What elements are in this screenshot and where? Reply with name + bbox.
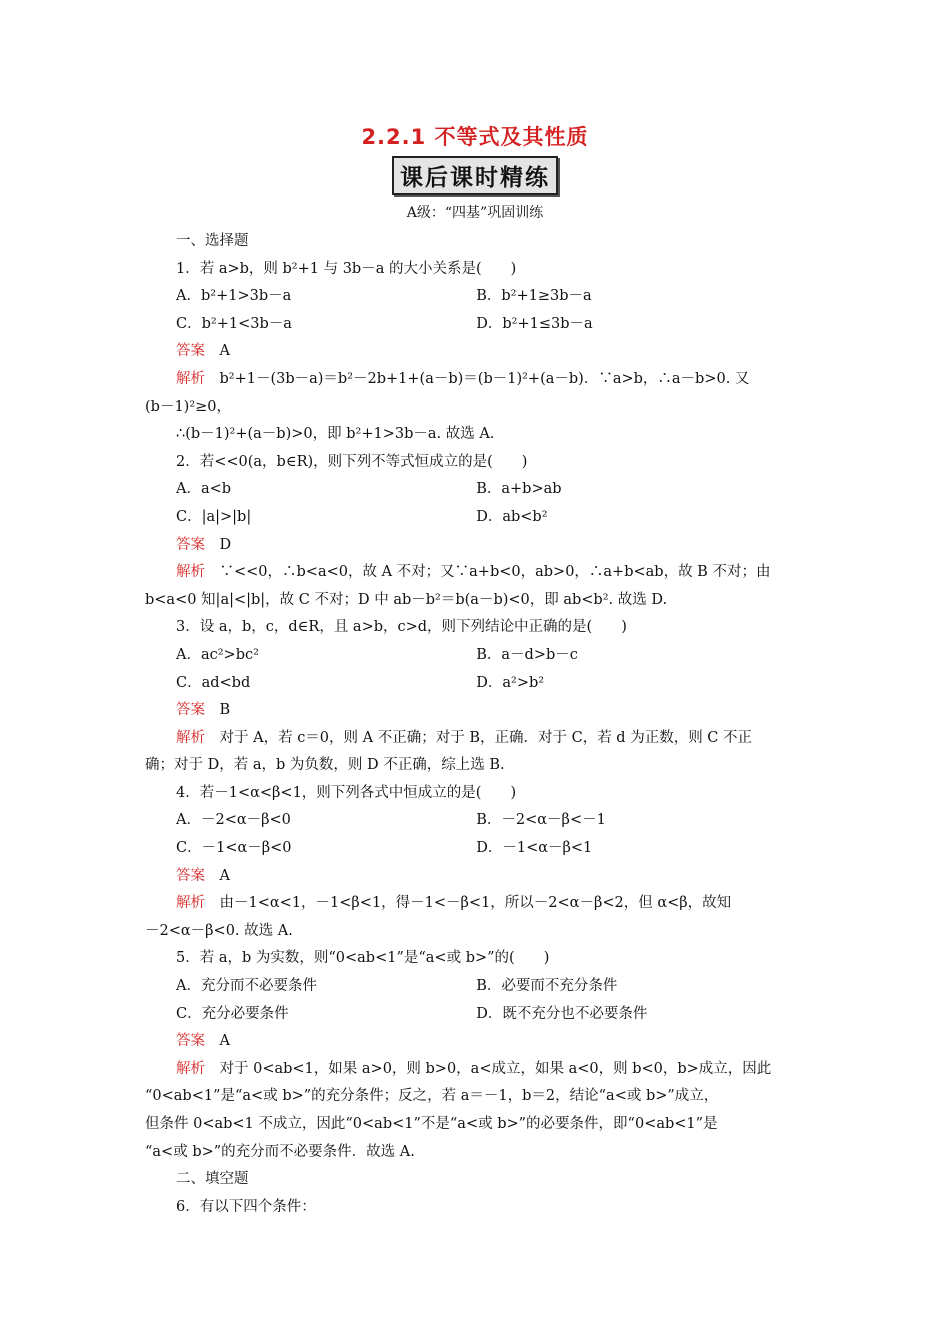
explanation-text: 但条件 0<ab<1 不成立，因此“0<ab<1”不是“a<或 b>”的必要条件，即“0<ab<1”是 bbox=[145, 1116, 718, 1132]
option: C．充分必要条件 bbox=[176, 1005, 289, 1022]
question-5-answer bbox=[145, 1028, 807, 1056]
answer-value: A bbox=[219, 867, 230, 884]
question-2-options-cd bbox=[145, 504, 807, 532]
question-5-stem: 5．若 a，b 为实数，则“0<ab<1”是“a<或 b>”的( ) bbox=[176, 950, 550, 967]
answer-value: A bbox=[219, 1033, 230, 1050]
option: B．必要而不充分条件 bbox=[476, 978, 618, 995]
question-3-answer bbox=[145, 697, 807, 725]
explanation-text: “0<ab<1”是“a<或 b>”的充分条件；反之，若 a＝－1，b＝2，结论“a<或 b>”成立， bbox=[145, 1088, 719, 1105]
question-4-explanation bbox=[145, 890, 807, 918]
level-heading: A级：“四基”巩固训练 bbox=[406, 205, 544, 221]
question-4-options-ab bbox=[145, 807, 807, 835]
option: D．a²>b² bbox=[476, 674, 545, 691]
option: C．b²+1<3b－a bbox=[176, 315, 292, 332]
answer-value: B bbox=[219, 702, 231, 719]
explanation-label: 解析 bbox=[176, 729, 205, 746]
question-3-options-ab bbox=[145, 642, 807, 670]
question-1-explanation bbox=[145, 366, 807, 394]
explanation-label: 解析 bbox=[176, 1060, 205, 1077]
exercise-content bbox=[145, 228, 807, 1221]
option: B．－2<α－β<－1 bbox=[476, 812, 606, 829]
section-banner: 课后课时精练 bbox=[392, 156, 558, 195]
question-2-explanation bbox=[145, 559, 807, 587]
question-5-explanation bbox=[145, 1056, 807, 1084]
option: A．b²+1>3b－a bbox=[176, 288, 292, 305]
explanation-text: 确；对于 D，若 a，b 为负数，则 D 不正确，综上选 B. bbox=[145, 757, 505, 774]
question-5-options-ab bbox=[145, 973, 807, 1001]
option: B．a－d>b－c bbox=[476, 646, 578, 663]
question-4-stem: 4．若－1<α<β<1，则下列各式中恒成立的是( ) bbox=[176, 784, 517, 801]
option: B．a+b>ab bbox=[476, 481, 562, 498]
explanation-text: b<a<0 知|a|<|b|，故 C 不对；D 中 ab－b²＝b(a－b)<0，即 ab<b². 故选 D. bbox=[145, 591, 668, 608]
question-1-options-cd bbox=[145, 311, 807, 339]
option: D．ab<b² bbox=[476, 508, 548, 525]
explanation-text: ∵<<0，∴b<a<0，故 A 不对；又∵a+b<0，ab>0，∴a+b<ab，故 B 不对；由 bbox=[219, 564, 771, 581]
question-3-stem: 3．设 a，b，c，d∈R，且 a>b，c>d，则下列结论中正确的是( ) bbox=[176, 619, 627, 636]
question-5-options-cd bbox=[145, 1001, 807, 1029]
explanation-label: 解析 bbox=[176, 564, 205, 581]
explanation-text: (b－1)²≥0， bbox=[145, 398, 232, 415]
section-heading-choice: 一、选择题 bbox=[176, 233, 249, 249]
answer-value: A bbox=[219, 343, 230, 360]
answer-value: D bbox=[219, 536, 232, 553]
question-2-answer bbox=[145, 532, 807, 560]
explanation-label: 解析 bbox=[176, 895, 205, 912]
option: A．－2<α－β<0 bbox=[176, 812, 291, 829]
explanation-label: 解析 bbox=[176, 370, 205, 387]
answer-label: 答案 bbox=[176, 702, 205, 719]
section-heading-fill: 二、填空题 bbox=[176, 1171, 249, 1188]
explanation-text: b²+1－(3b－a)＝b²－2b+1+(a－b)＝(b－1)²+(a－b)．∵a>b，∴a－b>0. 又 bbox=[219, 370, 750, 387]
option: A．a<b bbox=[176, 481, 232, 498]
option: C．－1<α－β<0 bbox=[176, 840, 292, 857]
explanation-text: －2<α－β<0. 故选 A. bbox=[145, 922, 293, 939]
option: B．b²+1≥3b－a bbox=[476, 288, 592, 305]
answer-label: 答案 bbox=[176, 536, 205, 553]
answer-label: 答案 bbox=[176, 1033, 205, 1050]
question-1-answer bbox=[145, 338, 807, 366]
option: D．－1<α－β<1 bbox=[476, 840, 593, 857]
option: A．ac²>bc² bbox=[176, 646, 259, 663]
question-3-options-cd bbox=[145, 670, 807, 698]
option: D．既不充分也不必要条件 bbox=[476, 1005, 648, 1022]
question-4-options-cd bbox=[145, 835, 807, 863]
explanation-text: 对于 A，若 c＝0，则 A 不正确；对于 B，正确．对于 C，若 d 为正数，则 C 不正 bbox=[219, 729, 753, 746]
question-4-answer bbox=[145, 863, 807, 891]
option: D．b²+1≤3b－a bbox=[476, 315, 593, 332]
option: C．ad<bd bbox=[176, 674, 251, 691]
explanation-text: 对于 0<ab<1，如果 a>0，则 b>0，a<成立，如果 a<0，则 b<0，b>成立，因此 bbox=[219, 1060, 772, 1077]
question-2-stem: 2．若<<0(a，b∈R)，则下列不等式恒成立的是( ) bbox=[176, 453, 528, 470]
question-1-stem: 1．若 a>b，则 b²+1 与 3b－a 的大小关系是( ) bbox=[176, 260, 517, 277]
question-3-explanation bbox=[145, 725, 807, 753]
page-title: 2.2.1 不等式及其性质 bbox=[361, 125, 589, 149]
explanation-text: 由－1<α<1，－1<β<1，得－1<－β<1，所以－2<α－β<2，但 α<β，故知 bbox=[219, 895, 732, 912]
answer-label: 答案 bbox=[176, 867, 205, 884]
answer-label: 答案 bbox=[176, 343, 205, 360]
explanation-text: “a<或 b>”的充分而不必要条件．故选 A. bbox=[145, 1143, 415, 1160]
question-2-options-ab bbox=[145, 476, 807, 504]
explanation-text: ∴(b－1)²+(a－b)>0，即 b²+1>3b－a. 故选 A. bbox=[176, 426, 495, 443]
question-6-stem: 6．有以下四个条件： bbox=[176, 1198, 316, 1215]
question-1-options-ab bbox=[145, 283, 807, 311]
option: A．充分而不必要条件 bbox=[176, 978, 317, 995]
option: C．|a|>|b| bbox=[176, 508, 252, 525]
